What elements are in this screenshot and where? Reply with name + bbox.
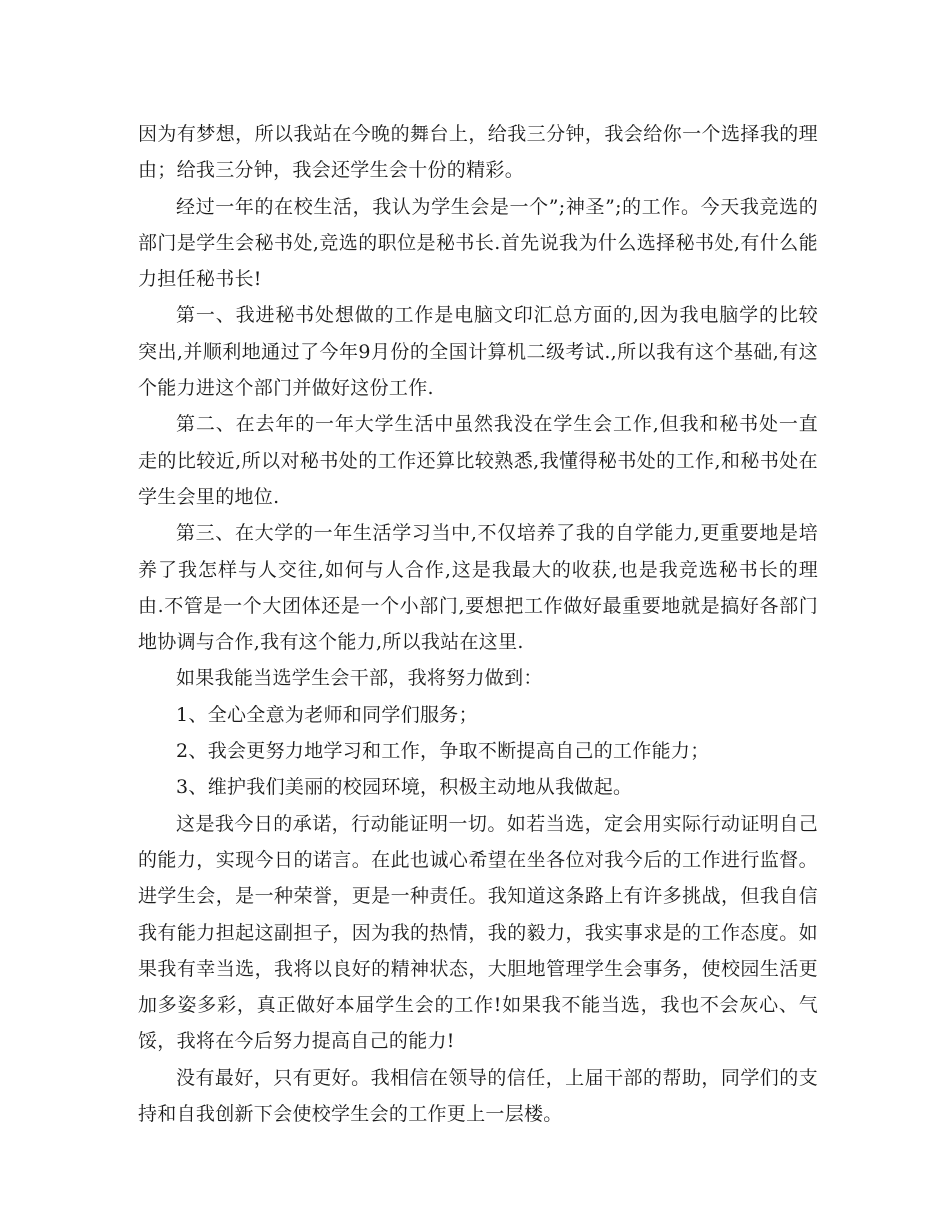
paragraph-pledge-intro: 如果我能当选学生会干部，我将努力做到： (176, 667, 543, 690)
paragraph-reason-first: 第一、我进秘书处想做的工作是电脑文印汇总方面的,因为我电脑学的比较突出,并顺利地通过了今年9月份的全国计算机二级考试.,所以我有这个基础,有这个能力进这个部门并做好这份工作. (138, 304, 818, 400)
paragraph-reason-second: 第二、在去年的一年大学生活中虽然我没在学生会工作,但我和秘书处一直走的比较近,所以对秘书处的工作还算比较熟悉,我懂得秘书处的工作,和秘书处在学生会里的地位. (138, 413, 818, 508)
paragraph-campaign-position: 经过一年的在校生活，我认为学生会是一个”;神圣”;的工作。今天我竞选的部门是学生会秘书处,竞选的职位是秘书长.首先说我为什么选择秘书处,有什么能力担任秘书长! (138, 195, 818, 291)
list-item-pledge-1: 1、全心全意为老师和同学们服务； (176, 703, 478, 726)
paragraph-intro: 因为有梦想，所以我站在今晚的舞台上，给我三分钟，我会给你一个选择我的理由；给我三分钟，我会还学生会十份的精彩。 (138, 123, 818, 182)
list-item-pledge-3: 3、维护我们美丽的校园环境，积极主动地从我做起。 (176, 776, 633, 799)
list-item-pledge-2: 2、我会更努力地学习和工作，争取不断提高自己的工作能力； (176, 740, 710, 763)
document-body (138, 116, 818, 1132)
paragraph-closing: 没有最好，只有更好。我相信在领导的信任，上届干部的帮助，同学们的支持和自我创新下会使校学生会的工作更上一层楼。 (138, 1066, 818, 1126)
paragraph-commitment: 这是我今日的承诺，行动能证明一切。如若当选，定会用实际行动证明自己的能力，实现今日的诺言。在此也诚心希望在坐各位对我今后的工作进行监督。进学生会，是一种荣誉，更是一种责任。我知道这条路上有许多挑战，但我自信我有能力担起这副担子，因为我的热情，我的毅力，我实事求是的工作态度。如果我有幸当选，我将以良好的精神状态，大胆地管理学生会事务，使校园生活更加多姿多彩，真正做好本届学生会的工作!如果我不能当选，我也不会灰心、气馁，我将在今后努力提高自己的能力! (138, 812, 818, 1053)
paragraph-reason-third: 第三、在大学的一年生活学习当中,不仅培养了我的自学能力,更重要地是培养了我怎样与人交往,如何与人合作,这是我最大的收获,也是我竞选秘书长的理由.不管是一个大团体还是一个小部门,要想把工作做好最重要地就是搞好各部门地协调与合作,我有这个能力,所以我站在这里. (138, 522, 818, 654)
